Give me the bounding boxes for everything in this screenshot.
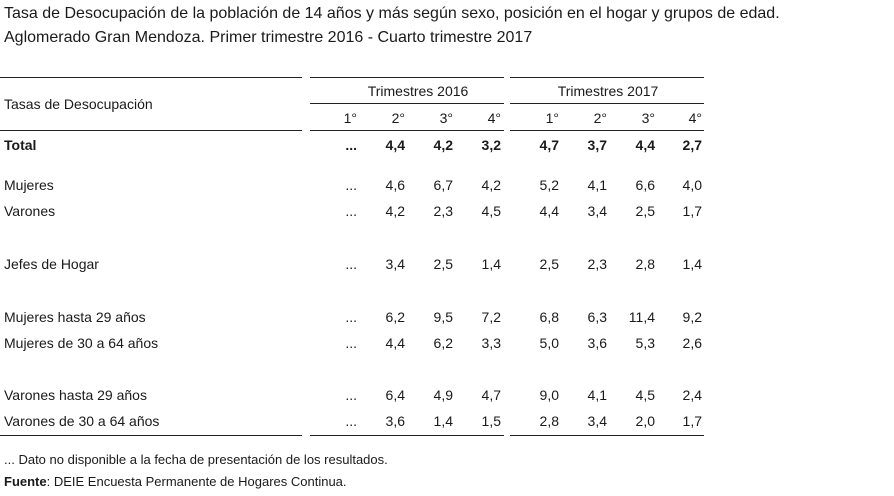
rule-bottom-2017 xyxy=(510,435,704,436)
table-cell: 2,4 xyxy=(682,387,702,403)
table-cell: 2,7 xyxy=(682,137,702,153)
rule-header-bottom-2016 xyxy=(310,130,504,131)
rule-top-label xyxy=(0,77,302,78)
row-label: Mujeres de 30 a 64 años xyxy=(4,335,159,351)
table-cell: 3,4 xyxy=(385,256,405,272)
row-header-label: Tasas de Desocupación xyxy=(4,96,153,112)
table-cell: 4,7 xyxy=(539,137,559,153)
rule-header-bottom-2017 xyxy=(510,130,704,131)
table-cell: 6,7 xyxy=(433,177,453,193)
table-cell: 6,3 xyxy=(587,309,607,325)
table-cell: 3,6 xyxy=(385,413,405,429)
table-cell: 2,8 xyxy=(539,413,559,429)
table-cell: 4,4 xyxy=(385,335,405,351)
table-cell: 2,3 xyxy=(433,203,453,219)
group-header-2017: Trimestres 2017 xyxy=(557,83,659,99)
table-cell: 4,2 xyxy=(481,177,501,193)
table-cell: 6,6 xyxy=(635,177,655,193)
table-cell: 5,2 xyxy=(539,177,559,193)
table-cell: ... xyxy=(345,203,357,219)
table-cell: 2,8 xyxy=(635,256,655,272)
row-label: Mujeres hasta 29 años xyxy=(4,309,146,325)
quarter-header: 3° xyxy=(641,110,655,126)
quarter-header: 1° xyxy=(545,110,559,126)
table-cell: ... xyxy=(345,137,357,153)
rule-header-bottom-label xyxy=(0,130,302,131)
table-cell: 6,2 xyxy=(433,335,453,351)
table-cell: 4,9 xyxy=(433,387,453,403)
table-cell: 2,5 xyxy=(433,256,453,272)
source-text: : DEIE Encuesta Permanente de Hogares Continua. xyxy=(46,474,347,489)
table-cell: 4,7 xyxy=(481,387,501,403)
quarter-header: 3° xyxy=(439,110,453,126)
table-cell: 2,5 xyxy=(539,256,559,272)
table-cell: 4,1 xyxy=(587,177,607,193)
table-cell: 2,0 xyxy=(635,413,655,429)
table-cell: 11,4 xyxy=(628,309,655,325)
quarter-header: 2° xyxy=(593,110,607,126)
table-cell: 7,2 xyxy=(481,309,501,325)
table-cell: 2,3 xyxy=(587,256,607,272)
table-cell: 4,2 xyxy=(433,137,453,153)
table-cell: ... xyxy=(345,177,357,193)
table-cell: 9,5 xyxy=(433,309,453,325)
table-cell: 2,5 xyxy=(635,203,655,219)
row-label: Jefes de Hogar xyxy=(4,256,99,272)
row-label: Varones de 30 a 64 años xyxy=(4,413,160,429)
table-cell: 4,6 xyxy=(385,177,405,193)
table-cell: 3,3 xyxy=(481,335,501,351)
table-cell: 1,5 xyxy=(481,413,501,429)
table-cell: 5,3 xyxy=(635,335,655,351)
table-cell: 1,7 xyxy=(682,413,702,429)
table-cell: 4,2 xyxy=(385,203,405,219)
table-cell: ... xyxy=(345,387,357,403)
table-cell: 6,4 xyxy=(385,387,405,403)
table-cell: 4,4 xyxy=(539,203,559,219)
title-line-2: Aglomerado Gran Mendoza. Primer trimestre 2016 - Cuarto trimestre 2017 xyxy=(4,29,533,46)
table-cell: 6,2 xyxy=(385,309,405,325)
row-label: Varones xyxy=(4,203,56,219)
table-cell: 5,0 xyxy=(539,335,559,351)
table-cell: 9,2 xyxy=(682,309,702,325)
quarter-header: 4° xyxy=(688,110,702,126)
table-cell: 1,4 xyxy=(433,413,453,429)
table-cell: 3,2 xyxy=(481,137,501,153)
table-cell: ... xyxy=(345,309,357,325)
table-cell: 3,6 xyxy=(587,335,607,351)
row-label: Varones hasta 29 años xyxy=(4,387,147,403)
rule-group-2017 xyxy=(510,103,704,104)
table-cell: ... xyxy=(345,335,357,351)
table-cell: 4,1 xyxy=(587,387,607,403)
table-cell: 4,4 xyxy=(385,137,405,153)
table-cell: 6,8 xyxy=(539,309,559,325)
group-header-2016: Trimestres 2016 xyxy=(367,83,469,99)
table-cell: 1,4 xyxy=(481,256,501,272)
rule-top-2016 xyxy=(310,77,504,78)
table-cell: 1,7 xyxy=(682,203,702,219)
quarter-header: 4° xyxy=(487,110,501,126)
table-cell: 1,4 xyxy=(682,256,702,272)
table-cell: 9,0 xyxy=(539,387,559,403)
table-cell: ... xyxy=(345,413,357,429)
rule-bottom-label xyxy=(0,435,302,436)
table-cell: ... xyxy=(345,256,357,272)
source-label: Fuente xyxy=(4,474,47,489)
table-cell: 3,4 xyxy=(587,413,607,429)
rule-bottom-2016 xyxy=(310,435,504,436)
table-cell: 4,4 xyxy=(635,137,655,153)
rule-group-2016 xyxy=(310,103,504,104)
table-cell: 4,5 xyxy=(481,203,501,219)
row-label: Mujeres xyxy=(4,177,54,193)
footnote: ... Dato no disponible a la fecha de presentación de los resultados. xyxy=(4,452,388,467)
table-cell: 4,0 xyxy=(682,177,702,193)
table-cell: 4,5 xyxy=(635,387,655,403)
quarter-header: 2° xyxy=(391,110,405,126)
row-label: Total xyxy=(4,137,37,153)
table-cell: 3,4 xyxy=(587,203,607,219)
title-line-1: Tasa de Desocupación de la población de 14 años y más según sexo, posición en el hogar y grupos de edad. xyxy=(4,5,780,22)
table-cell: 3,7 xyxy=(587,137,607,153)
source-line xyxy=(4,474,347,490)
quarter-header: 1° xyxy=(343,110,357,126)
table-cell: 2,6 xyxy=(682,335,702,351)
rule-top-2017 xyxy=(510,77,704,78)
